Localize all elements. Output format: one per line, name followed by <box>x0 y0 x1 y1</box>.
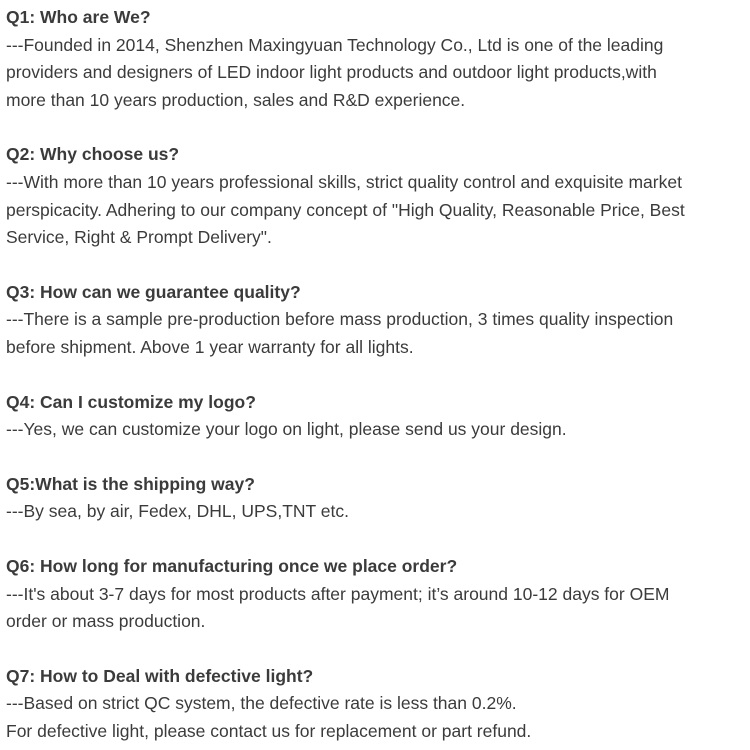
faq-item-q2 <box>6 141 744 251</box>
faq-answer <box>6 32 744 115</box>
faq-answer <box>6 498 744 526</box>
faq-answer <box>6 416 744 444</box>
faq-answer-line: For defective light, please contact us for replacement or part refund. <box>6 720 532 741</box>
faq-question: Q5:What is the shipping way? <box>6 473 255 494</box>
faq-answer-line: ---It's about 3-7 days for most products after payment; it’s around 10-12 days for OEM <box>6 583 670 604</box>
faq-answer-line: ---By sea, by air, Fedex, DHL, UPS,TNT etc. <box>6 501 349 522</box>
faq-item-q7 <box>6 663 744 746</box>
faq-answer-line: before shipment. Above 1 year warranty for all lights. <box>6 336 414 357</box>
faq-answer-line: perspicacity. Adhering to our company concept of "High Quality, Reasonable Price, Best <box>6 199 685 220</box>
faq-item-q3 <box>6 279 744 362</box>
faq-answer-line: ---There is a sample pre-production before mass production, 3 times quality inspection <box>6 309 674 330</box>
faq-answer-line: more than 10 years production, sales and R&D experience. <box>6 89 466 110</box>
faq-answer <box>6 306 744 361</box>
faq-answer-line: Service, Right & Prompt Delivery". <box>6 227 272 248</box>
faq-answer-line: ---With more than 10 years professional skills, strict quality control and exquisite market <box>6 171 682 192</box>
faq-question: Q7: How to Deal with defective light? <box>6 665 314 686</box>
faq-answer-line: ---Yes, we can customize your logo on light, please send us your design. <box>6 419 567 440</box>
faq-answer <box>6 581 744 636</box>
faq-question: Q3: How can we guarantee quality? <box>6 281 301 302</box>
faq-answer-line: ---Founded in 2014, Shenzhen Maxingyuan Technology Co., Ltd is one of the leading <box>6 34 664 55</box>
faq-item-q5 <box>6 471 744 526</box>
faq-question: Q2: Why choose us? <box>6 144 180 165</box>
faq-answer-line: order or mass production. <box>6 611 206 632</box>
faq-answer <box>6 690 744 745</box>
faq-item-q1 <box>6 4 744 114</box>
faq-question: Q6: How long for manufacturing once we place order? <box>6 555 458 576</box>
faq-answer-line: ---Based on strict QC system, the defective rate is less than 0.2%. <box>6 693 517 714</box>
faq-item-q6 <box>6 553 744 636</box>
faq-question: Q1: Who are We? <box>6 7 151 27</box>
faq-answer-line: providers and designers of LED indoor light products and outdoor light products,with <box>6 62 657 83</box>
faq-answer <box>6 169 744 252</box>
faq-question: Q4: Can I customize my logo? <box>6 391 256 412</box>
faq-item-q4 <box>6 389 744 444</box>
